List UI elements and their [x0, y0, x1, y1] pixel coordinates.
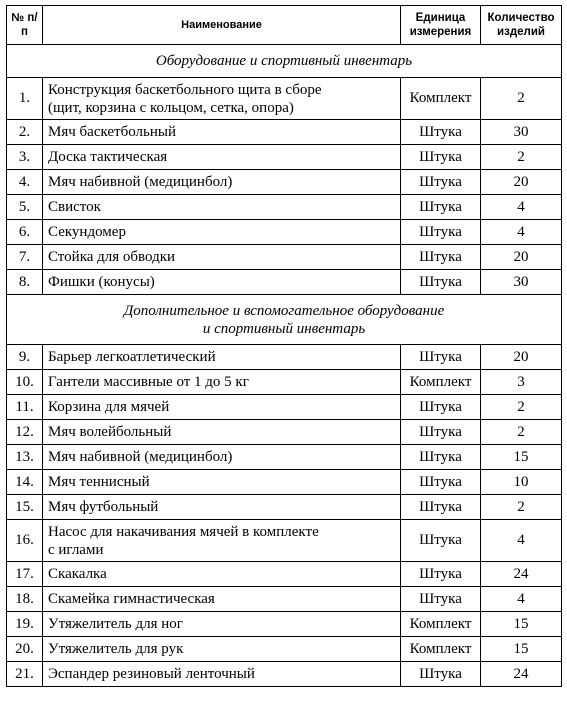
row-name [43, 520, 401, 562]
section-title-line: Дополнительное и вспомогательное оборудование [123, 302, 445, 319]
row-num: 5. [7, 195, 43, 220]
row-unit: Штука [401, 495, 481, 520]
row-qty: 20 [481, 245, 562, 270]
row-unit: Комплект [401, 637, 481, 662]
row-unit: Штука [401, 170, 481, 195]
header-unit: Единица измерения [401, 6, 481, 45]
row-num: 17. [7, 562, 43, 587]
row-unit: Штука [401, 195, 481, 220]
row-name: Корзина для мячей [43, 395, 401, 420]
row-name: Мяч футбольный [43, 495, 401, 520]
row-unit: Комплект [401, 612, 481, 637]
row-name: Мяч набивной (медицинбол) [43, 445, 401, 470]
table-row [7, 470, 562, 495]
row-name: Свисток [43, 195, 401, 220]
row-unit: Комплект [401, 78, 481, 120]
row-unit: Штука [401, 587, 481, 612]
table-row [7, 245, 562, 270]
row-qty: 4 [481, 587, 562, 612]
table-row [7, 395, 562, 420]
row-name: Мяч волейбольный [43, 420, 401, 445]
row-unit: Штука [401, 395, 481, 420]
table-row [7, 145, 562, 170]
row-name: Гантели массивные от 1 до 5 кг [43, 370, 401, 395]
table-row [7, 420, 562, 445]
row-qty: 20 [481, 170, 562, 195]
equipment-table [6, 5, 562, 687]
row-num: 10. [7, 370, 43, 395]
section-row [7, 45, 562, 78]
table-row [7, 445, 562, 470]
row-unit: Штука [401, 470, 481, 495]
row-qty: 2 [481, 145, 562, 170]
table-row [7, 637, 562, 662]
row-name-line: Конструкция баскетбольного щита в сборе [48, 81, 322, 98]
row-num: 18. [7, 587, 43, 612]
row-qty: 4 [481, 220, 562, 245]
row-num: 6. [7, 220, 43, 245]
row-qty: 30 [481, 270, 562, 295]
row-unit: Штука [401, 245, 481, 270]
section-title: Оборудование и спортивный инвентарь [7, 45, 562, 78]
row-name: Секундомер [43, 220, 401, 245]
row-qty: 2 [481, 420, 562, 445]
row-unit: Штука [401, 220, 481, 245]
row-num: 14. [7, 470, 43, 495]
table-row [7, 78, 562, 120]
header-row [7, 6, 562, 45]
row-name-line: Насос для накачивания мячей в комплекте [48, 523, 319, 540]
row-name: Утяжелитель для рук [43, 637, 401, 662]
row-name: Мяч баскетбольный [43, 120, 401, 145]
row-qty: 30 [481, 120, 562, 145]
table-row [7, 587, 562, 612]
table-row [7, 220, 562, 245]
table-row [7, 520, 562, 562]
section-row [7, 295, 562, 345]
section-title [7, 295, 562, 345]
row-num: 8. [7, 270, 43, 295]
row-unit: Штука [401, 120, 481, 145]
row-unit: Штука [401, 145, 481, 170]
row-name: Барьер легкоатлетический [43, 345, 401, 370]
row-num: 21. [7, 662, 43, 687]
table-row [7, 562, 562, 587]
row-name: Стойка для обводки [43, 245, 401, 270]
row-qty: 2 [481, 78, 562, 120]
row-num: 1. [7, 78, 43, 120]
row-num: 13. [7, 445, 43, 470]
row-name: Скамейка гимнастическая [43, 587, 401, 612]
row-qty: 15 [481, 612, 562, 637]
row-unit: Штука [401, 345, 481, 370]
row-name [43, 78, 401, 120]
row-num: 7. [7, 245, 43, 270]
table-row [7, 495, 562, 520]
row-unit: Штука [401, 270, 481, 295]
row-name: Эспандер резиновый ленточный [43, 662, 401, 687]
row-num: 2. [7, 120, 43, 145]
row-name: Утяжелитель для ног [43, 612, 401, 637]
row-unit: Комплект [401, 370, 481, 395]
table-row [7, 345, 562, 370]
row-name: Фишки (конусы) [43, 270, 401, 295]
row-name: Доска тактическая [43, 145, 401, 170]
row-num: 12. [7, 420, 43, 445]
row-qty: 4 [481, 520, 562, 562]
row-qty: 3 [481, 370, 562, 395]
row-name: Мяч набивной (медицинбол) [43, 170, 401, 195]
row-unit: Штука [401, 520, 481, 562]
row-name: Скакалка [43, 562, 401, 587]
table-row [7, 662, 562, 687]
table-row [7, 370, 562, 395]
row-name: Мяч теннисный [43, 470, 401, 495]
row-name-line: с иглами [48, 541, 104, 558]
row-qty: 4 [481, 195, 562, 220]
row-num: 9. [7, 345, 43, 370]
row-unit: Штука [401, 445, 481, 470]
table-row [7, 170, 562, 195]
row-qty: 24 [481, 662, 562, 687]
row-qty: 24 [481, 562, 562, 587]
row-qty: 15 [481, 445, 562, 470]
row-num: 16. [7, 520, 43, 562]
row-num: 15. [7, 495, 43, 520]
row-num: 4. [7, 170, 43, 195]
row-unit: Штука [401, 562, 481, 587]
header-num: № п/п [7, 6, 43, 45]
row-num: 20. [7, 637, 43, 662]
header-qty: Количество изделий [481, 6, 562, 45]
row-qty: 10 [481, 470, 562, 495]
row-num: 3. [7, 145, 43, 170]
row-qty: 2 [481, 495, 562, 520]
section-title-line: и спортивный инвентарь [202, 320, 366, 337]
table-row [7, 120, 562, 145]
row-qty: 20 [481, 345, 562, 370]
row-unit: Штука [401, 662, 481, 687]
row-num: 19. [7, 612, 43, 637]
row-name-line: (щит, корзина с кольцом, сетка, опора) [48, 99, 294, 116]
row-qty: 15 [481, 637, 562, 662]
table-row [7, 612, 562, 637]
row-qty: 2 [481, 395, 562, 420]
table-row [7, 195, 562, 220]
row-unit: Штука [401, 420, 481, 445]
table-row [7, 270, 562, 295]
header-name: Наименование [43, 6, 401, 45]
row-num: 11. [7, 395, 43, 420]
